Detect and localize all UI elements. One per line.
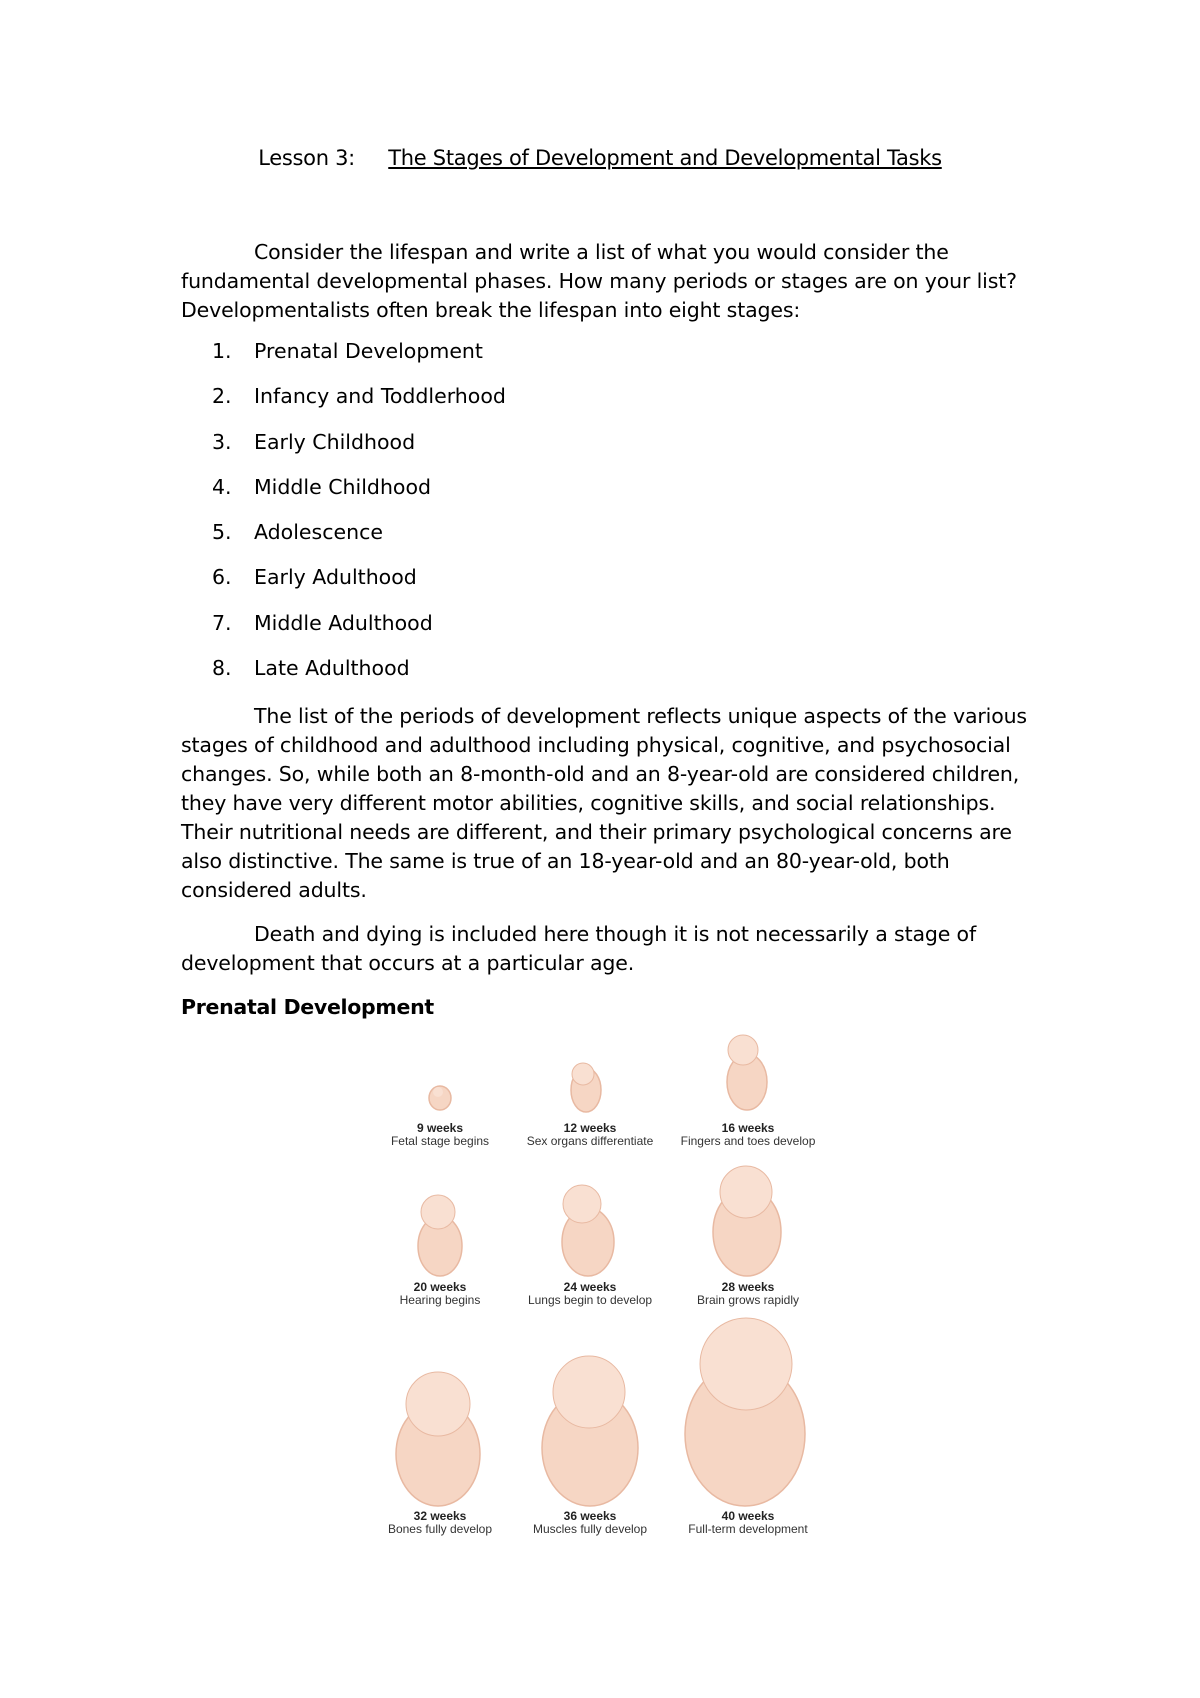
list-item: 5. Adolescence: [212, 520, 383, 545]
fetus-24-weeks-illustration: [550, 1182, 624, 1280]
list-item: 3. Early Childhood: [212, 429, 416, 454]
week-caption: 36 weeks Muscles fully develop: [532, 1509, 648, 1536]
intro-paragraph: Consider the lifespan and write a list of what you would consider the fundamental developmental phases. How many periods or stages are on your list? Developmentalists often break the lifespan into eight stages:: [181, 240, 1017, 322]
week-caption: 16 weeks Fingers and toes develop: [680, 1121, 816, 1148]
fetus-9-weeks-illustration: [422, 1080, 458, 1116]
fetus-36-weeks-illustration: [535, 1352, 645, 1508]
lesson-title: [0, 146, 1200, 170]
list-item: 6. Early Adulthood: [212, 565, 417, 590]
list-item: 4. Middle Childhood: [212, 474, 432, 499]
fetus-40-weeks-illustration: [678, 1312, 812, 1508]
section-heading: Prenatal Development: [181, 995, 434, 1019]
list-item: 2. Infancy and Toddlerhood: [212, 384, 506, 409]
week-caption: 20 weeks Hearing begins: [399, 1280, 481, 1307]
week-caption: 32 weeks Bones fully develop: [387, 1509, 493, 1536]
lesson-label: Lesson 3:: [258, 146, 355, 170]
week-caption: 24 weeks Lungs begin to develop: [527, 1280, 653, 1307]
list-item: 7. Middle Adulthood: [212, 610, 433, 635]
fetus-12-weeks-illustration: [563, 1058, 609, 1116]
list-item: 1. Prenatal Development: [212, 339, 483, 363]
prenatal-development-figure: [360, 1030, 840, 1540]
fetus-16-weeks-illustration: [718, 1030, 776, 1116]
week-caption: 12 weeks Sex organs differentiate: [526, 1121, 654, 1148]
week-caption: 28 weeks Brain grows rapidly: [696, 1280, 800, 1307]
week-caption: 9 weeks Fetal stage begins: [390, 1121, 490, 1148]
lesson-topic: The Stages of Development and Developmental Tasks: [388, 146, 942, 170]
fetus-20-weeks-illustration: [410, 1190, 470, 1280]
fetus-28-weeks-illustration: [702, 1160, 792, 1280]
week-caption: 40 weeks Full-term development: [688, 1509, 808, 1536]
stages-list: [212, 337, 506, 699]
list-item: 8. Late Adulthood: [212, 656, 410, 681]
fetus-32-weeks-illustration: [388, 1368, 488, 1508]
periods-paragraph: The list of the periods of development reflects unique aspects of the various stages of childhood and adulthood including physical, cognitive, and psychosocial changes. So, while both an 8-month-old and an 8-year-old are considered children, they have very different motor abilities, cognitive skills, and social relationships. Their nutritional needs are different, and their primary psychological concerns are also distinctive. The same is true of an 18-year-old and an 80-year-old, both considered adults.: [181, 704, 1027, 902]
death-paragraph: Death and dying is included here though it is not necessarily a stage of development that occurs at a particular age.: [181, 922, 977, 975]
